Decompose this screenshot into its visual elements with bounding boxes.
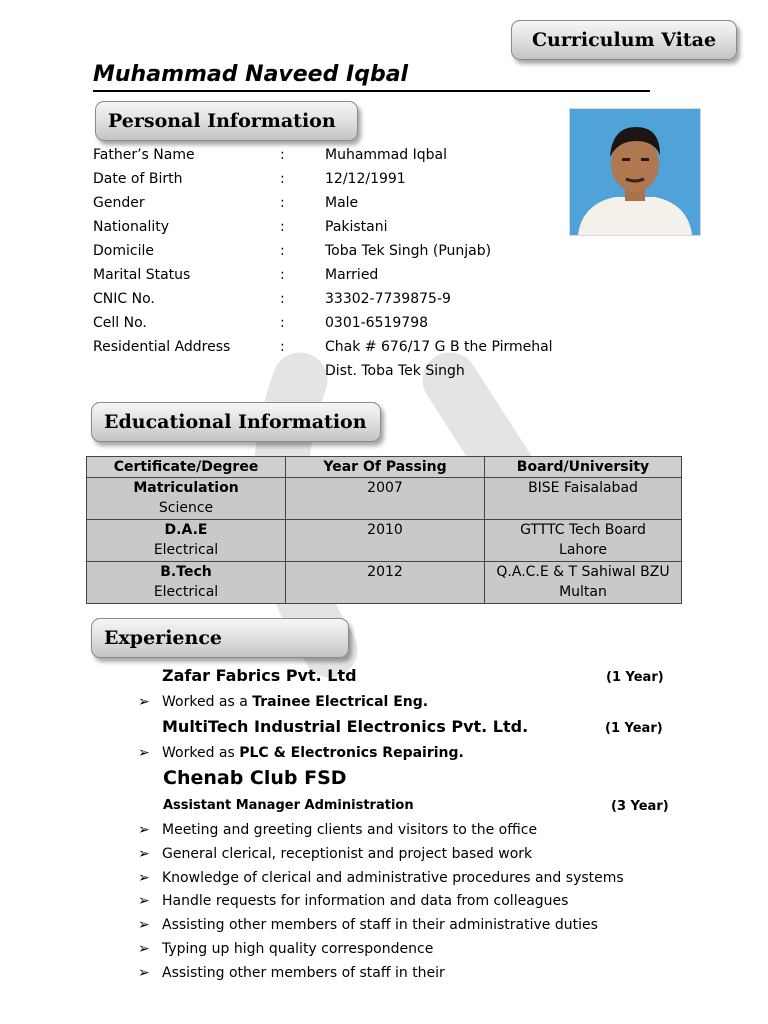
personal-label: Gender <box>93 195 145 211</box>
list-item <box>138 867 624 889</box>
personal-value: Muhammad Iqbal <box>325 147 447 163</box>
role-prefix: Worked as a <box>162 694 253 710</box>
role-title: PLC & Electronics Repairing. <box>239 745 464 761</box>
duty-text: General clerical, receptionist and project based work <box>162 846 533 862</box>
experience-heading <box>91 618 349 658</box>
personal-value: Pakistani <box>325 219 388 235</box>
arrow-bullet-icon: ➢ <box>138 745 150 761</box>
personal-colon: : <box>280 291 285 307</box>
arrow-bullet-icon: ➢ <box>138 917 150 933</box>
degree-field: Electrical <box>153 584 219 600</box>
board-cell <box>485 562 682 604</box>
list-item <box>138 890 568 912</box>
degree-cell <box>87 562 286 604</box>
education-heading-text: Educational Information <box>104 411 367 433</box>
table-row <box>87 478 682 520</box>
table-row <box>87 562 682 604</box>
personal-colon: : <box>280 315 285 331</box>
degree-field: Science <box>158 500 214 516</box>
role-prefix: Worked as <box>162 745 240 761</box>
personal-value: Toba Tek Singh (Punjab) <box>325 243 492 259</box>
education-table <box>86 456 682 604</box>
personal-value: 33302-7739875-9 <box>325 291 451 307</box>
experience-heading-text: Experience <box>104 627 222 649</box>
personal-value: Married <box>325 267 379 283</box>
degree-name: B.Tech <box>160 564 212 580</box>
person-photo-icon <box>570 109 700 235</box>
personal-label: Father’s Name <box>93 147 195 163</box>
personal-value: Dist. Toba Tek Singh <box>325 363 465 379</box>
job-duration: (1 Year) <box>605 721 663 736</box>
year-cell: 2007 <box>286 478 485 520</box>
column-header: Board/University <box>485 457 682 478</box>
personal-value: Male <box>325 195 359 211</box>
table-header-row <box>87 457 682 478</box>
personal-colon: : <box>280 243 285 259</box>
cv-title-badge <box>511 20 737 60</box>
arrow-bullet-icon: ➢ <box>138 694 150 710</box>
degree-name: Matriculation <box>133 480 239 496</box>
personal-colon: : <box>280 171 285 187</box>
job-duration: (3 Year) <box>611 799 669 814</box>
list-item <box>138 819 537 841</box>
duty-text: Meeting and greeting clients and visitors to the office <box>162 822 538 838</box>
personal-colon: : <box>280 267 285 283</box>
personal-colon: : <box>280 147 285 163</box>
list-item <box>138 938 433 960</box>
arrow-bullet-icon: ➢ <box>138 846 150 862</box>
board-line: Lahore <box>559 542 607 558</box>
board-line: GTTTC Tech Board <box>520 522 646 538</box>
personal-colon: : <box>280 219 285 235</box>
personal-colon: : <box>280 339 285 355</box>
board-line: Q.A.C.E & T Sahiwal BZU <box>496 564 670 580</box>
candidate-name: Muhammad Naveed Iqbal <box>93 60 650 92</box>
degree-cell <box>87 478 286 520</box>
arrow-bullet-icon: ➢ <box>138 822 150 838</box>
personal-value: 0301-6519798 <box>325 315 429 331</box>
personal-label: CNIC No. <box>93 291 155 307</box>
education-heading <box>91 402 381 442</box>
personal-value: 12/12/1991 <box>325 171 406 187</box>
cv-title: Curriculum Vitae <box>531 29 717 51</box>
duty-text: Typing up high quality correspondence <box>162 941 434 957</box>
personal-label: Date of Birth <box>93 171 183 187</box>
duty-text: Assisting other members of staff in their administrative duties <box>162 917 598 933</box>
board-cell <box>485 520 682 562</box>
personal-colon: : <box>280 195 285 211</box>
board-line: Multan <box>559 584 607 600</box>
personal-label: Residential Address <box>93 339 231 355</box>
column-header: Year Of Passing <box>286 457 485 478</box>
table-row <box>87 520 682 562</box>
degree-cell <box>87 520 286 562</box>
job-role-line <box>138 742 464 764</box>
duty-text: Knowledge of clerical and administrative procedures and systems <box>162 870 624 886</box>
arrow-bullet-icon: ➢ <box>138 941 150 957</box>
board-line: BISE Faisalabad <box>528 480 638 496</box>
degree-name: D.A.E <box>164 522 208 538</box>
personal-info-heading <box>95 101 358 141</box>
list-item <box>138 962 445 984</box>
personal-info-heading-text: Personal Information <box>108 110 336 132</box>
profile-photo <box>569 108 701 236</box>
board-cell <box>485 478 682 520</box>
list-item <box>138 914 598 936</box>
personal-label: Marital Status <box>93 267 191 283</box>
job-role-line <box>138 691 428 713</box>
company-name: Chenab Club FSD <box>163 767 347 789</box>
role-title: Trainee Electrical Eng. <box>252 694 429 710</box>
job-position: Assistant Manager Administration <box>163 798 414 813</box>
list-item <box>138 843 532 865</box>
duty-text: Assisting other members of staff in their <box>162 965 445 981</box>
column-header: Certificate/Degree <box>87 457 286 478</box>
degree-field: Electrical <box>153 542 219 558</box>
personal-value: Chak # 676/17 G B the Pirmehal <box>325 339 553 355</box>
company-name: Zafar Fabrics Pvt. Ltd <box>162 666 357 685</box>
personal-label: Domicile <box>93 243 154 259</box>
duty-text: Handle requests for information and data from colleagues <box>162 893 569 909</box>
personal-label: Nationality <box>93 219 170 235</box>
year-cell: 2012 <box>286 562 485 604</box>
personal-label: Cell No. <box>93 315 147 331</box>
arrow-bullet-icon: ➢ <box>138 870 150 886</box>
year-cell: 2010 <box>286 520 485 562</box>
company-name: MultiTech Industrial Electronics Pvt. Ltd. <box>162 717 529 736</box>
arrow-bullet-icon: ➢ <box>138 965 150 981</box>
arrow-bullet-icon: ➢ <box>138 893 150 909</box>
job-duration: (1 Year) <box>606 670 664 685</box>
